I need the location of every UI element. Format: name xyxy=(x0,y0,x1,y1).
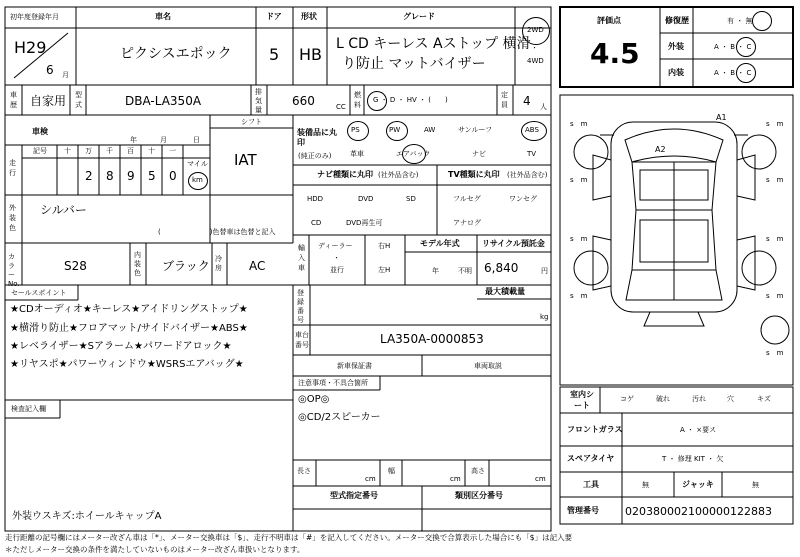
grade-line2: り防止 マットバイザー xyxy=(342,56,486,72)
car-name-label: 車名 xyxy=(155,12,171,21)
tv-oneseg: ワンセグ xyxy=(509,195,537,203)
side-mark-bl: s m xyxy=(570,292,588,300)
tools-value: 無 xyxy=(642,481,649,489)
door-value: 5 xyxy=(269,45,280,64)
width-unit: cm xyxy=(450,475,461,483)
color-no-value: S28 xyxy=(64,259,87,273)
door-label: ドア xyxy=(266,12,282,21)
model-year-label: モデル年式 xyxy=(420,239,460,248)
inspection-day-unit: 日 xyxy=(193,136,200,144)
tv-fullseg: フルセグ xyxy=(453,195,481,203)
footer-line-1: 走行距離の記号欄にはメーター改ざん車は「*」、メーター交換車は「$」、走行不明車は「#」を記入してください。メーター交換で合算表示した場合にも「$」は記入要 xyxy=(5,533,573,542)
mileage-digit-3: 8 xyxy=(106,169,114,183)
exterior-label: 外装 xyxy=(668,42,684,51)
mileage-header-0: 記号 xyxy=(33,147,47,155)
shape-value: HB xyxy=(299,45,323,64)
displacement-label: 排気量 xyxy=(255,88,262,114)
notes-label: 注意事項・不具合箇所 xyxy=(298,379,368,387)
repair-options: 有 ・ 無 xyxy=(727,17,753,25)
jack-value: 無 xyxy=(752,481,759,489)
class-number-label: 類別区分番号 xyxy=(455,491,503,500)
equip-abs: ABS xyxy=(525,126,539,134)
mileage-label: 走行 xyxy=(9,159,16,177)
car-diagram xyxy=(574,122,789,344)
ac-value: AC xyxy=(249,259,266,273)
tv-label: TV種類に丸印 xyxy=(448,170,500,179)
shift-value: IAT xyxy=(234,151,257,169)
grade-line1: L CD キーレス Aストップ 横滑 xyxy=(336,36,531,52)
ac-label: 冷房 xyxy=(215,255,222,272)
interior-color-value: ブラック xyxy=(162,259,210,273)
model-year-unit: 年 xyxy=(432,267,439,275)
car-name-value: ピクシスエポック xyxy=(120,46,232,62)
sales-point-0: ★CDオーディオ★キーレス★アイドリングストップ★ xyxy=(10,304,248,315)
management-label: 管理番号 xyxy=(567,506,599,515)
windshield-value: A ・ ×要ス xyxy=(680,426,717,434)
sales-point-1: ★横滑り防止★フロアマット/サイドバイザー★ABS★ xyxy=(10,323,248,334)
interior-options: A ・ B ・ C xyxy=(714,69,752,77)
navi-hdd: HDD xyxy=(307,195,324,203)
score-value: 4.5 xyxy=(590,37,640,70)
interior-color-label: 内装色 xyxy=(134,251,141,277)
import-left-h: 左H xyxy=(378,266,391,274)
drive-2wd: 2WD xyxy=(527,26,544,34)
navi-cd: CD xyxy=(311,219,322,227)
spare-label: スペアタイヤ xyxy=(567,454,615,463)
import-right-h: 右H xyxy=(378,242,391,250)
notes-line-1: ◎CD/2スピーカー xyxy=(298,412,381,423)
tv-label-note: (社外品含む) xyxy=(507,171,548,179)
drive-4wd: 4WD xyxy=(527,57,544,65)
sheet-opt-hole: 穴 xyxy=(727,395,734,403)
sales-point-3: ★リヤスポ★パワーウィンドウ★WSRSエアバッグ★ xyxy=(10,359,244,370)
management-value: 020380002100000122883 xyxy=(625,505,772,518)
repair-label: 修復歴 xyxy=(665,16,689,25)
side-mark-ml: s m xyxy=(570,176,588,184)
side-mark-br: s m xyxy=(766,292,784,300)
interior-label: 内装 xyxy=(668,68,684,77)
model-label: 型式 xyxy=(75,91,82,109)
navi-sd: SD xyxy=(406,195,416,203)
recycle-value: 6,840 xyxy=(484,261,519,275)
windshield-label: フロントガラス xyxy=(567,425,623,434)
color-no-label: カラーNo. xyxy=(8,253,20,288)
equip-ps: PS xyxy=(351,126,360,134)
equip-pw: PW xyxy=(389,126,401,134)
width-label: 幅 xyxy=(388,467,395,475)
fuel-label: 燃料 xyxy=(354,91,361,109)
tv-analog: アナログ xyxy=(453,219,481,227)
length-label: 長さ xyxy=(297,467,311,475)
spare-value: T ・ 修理 KIT ・ 欠 xyxy=(662,455,724,463)
equipment-sublabel: (純正のみ) xyxy=(298,152,332,160)
side-mark-mr: s m xyxy=(766,176,784,184)
displacement-unit: CC xyxy=(336,103,346,111)
interior-sheet-label: 室内シート xyxy=(570,390,594,410)
mileage-digit-2: 2 xyxy=(85,169,93,183)
mileage-digit-5: 5 xyxy=(148,169,156,183)
registration-label: 登録番号 xyxy=(297,289,304,324)
drive-dot: ・ xyxy=(531,44,538,52)
exterior-circle xyxy=(736,37,756,57)
inspector-label: 検査記入欄 xyxy=(11,405,46,413)
model-year-unknown: 不明 xyxy=(458,267,472,275)
mileage-header-3: 千 xyxy=(106,147,113,155)
import-parallel: 並行 xyxy=(330,266,344,274)
manual-label: 車両取説 xyxy=(474,362,502,370)
category-value: 自家用 xyxy=(30,94,67,108)
import-dot: ・ xyxy=(333,254,340,262)
length-unit: cm xyxy=(365,475,376,483)
color-value: シルバー xyxy=(40,203,87,217)
km-label: km xyxy=(192,176,203,184)
repair-circle xyxy=(752,11,772,31)
chassis-value: LA350A-0000853 xyxy=(380,332,484,346)
warranty-label: 新車保証書 xyxy=(337,362,372,370)
side-mark-tl: s m xyxy=(570,120,588,128)
exterior-options: A ・ B ・ C xyxy=(714,43,752,51)
side-mark-tr: s m xyxy=(766,120,784,128)
import-dealer: ディーラー xyxy=(318,242,353,250)
recycle-unit: 円 xyxy=(541,267,548,275)
interior-circle xyxy=(736,63,756,83)
equip-sunroof: サンルーフ xyxy=(458,126,493,134)
mileage-digit-6: 0 xyxy=(169,169,177,183)
mileage-header-4: 百 xyxy=(127,147,134,155)
chassis-label: 車台番号 xyxy=(295,331,309,349)
year-value: H29 xyxy=(14,38,47,57)
sheet-opt-tear: 破れ xyxy=(656,395,670,403)
max-load-label: 最大積載量 xyxy=(485,287,525,296)
score-label: 評価点 xyxy=(597,16,621,25)
type-number-label: 型式指定番号 xyxy=(330,491,378,500)
diagram-mark-a1: A1 xyxy=(716,113,727,122)
equip-leather: 革車 xyxy=(350,150,364,158)
equip-navi: ナビ xyxy=(472,150,486,158)
recycle-label: リサイクル預託金 xyxy=(482,239,545,248)
side-mark-lr: s m xyxy=(766,235,784,243)
notes-line-0: ◎OP◎ xyxy=(298,394,330,405)
footer-line-2: ＊ただしメーター交換の条件を満たしていないものはメーター改ざん車扱いとなります。 xyxy=(5,545,305,554)
mileage-header-5: 十 xyxy=(148,147,155,155)
inspection-label: 車検 xyxy=(32,127,48,136)
navi-dvd: DVD xyxy=(358,195,374,203)
capacity-value: 4 xyxy=(523,94,531,108)
equip-tv: TV xyxy=(527,150,537,158)
shift-label: シフト xyxy=(241,118,262,126)
height-unit: cm xyxy=(535,475,546,483)
color-label: 外装色 xyxy=(9,204,16,232)
navi-label: ナビ種類に丸印 xyxy=(317,170,373,179)
inspector-value: 外装ウスキズ:ホイールキャップA xyxy=(12,511,162,522)
equip-aw: AW xyxy=(424,126,436,134)
mileage-header-1: 十 xyxy=(64,147,71,155)
sheet-opt-burn: コゲ xyxy=(620,395,634,403)
height-label: 高さ xyxy=(471,467,485,475)
navi-label-note: (社外品含む) xyxy=(378,171,419,179)
fuel-options: G ・ D ・ HV ・ ( ) xyxy=(373,96,448,104)
shape-label: 形状 xyxy=(301,12,317,21)
import-label: 輸入車 xyxy=(298,244,305,272)
inspection-year-unit: 年 xyxy=(130,136,137,144)
equip-airbag: エアバック xyxy=(396,150,431,158)
mileage-header-6: 一 xyxy=(169,147,176,155)
model-value: DBA-LA350A xyxy=(125,94,202,108)
month-unit: 月 xyxy=(62,71,69,79)
side-mark-b2: s m xyxy=(766,349,784,357)
side-mark-ll: s m xyxy=(570,235,588,243)
tools-label: 工具 xyxy=(583,480,599,489)
mileage-digit-4: 9 xyxy=(127,169,135,183)
sales-point-2: ★レベライザー★Sアラーム★パワードアロック★ xyxy=(10,341,232,352)
grade-label: グレード xyxy=(403,12,435,21)
sales-points-label: セールスポイント xyxy=(11,289,67,297)
color-note: ( )色替車は色替と記入 xyxy=(158,228,276,236)
jack-label: ジャッキ xyxy=(682,480,714,489)
category-label: 車歴 xyxy=(10,91,17,109)
capacity-unit: 人 xyxy=(540,103,547,111)
capacity-label: 定員 xyxy=(501,91,508,109)
sheet-opt-scratch: キズ xyxy=(757,395,771,403)
mile-label: マイル xyxy=(187,160,208,168)
displacement-value: 660 xyxy=(292,94,315,108)
sheet-opt-dirt: 汚れ xyxy=(692,395,706,403)
equipment-label: 装備品に丸印 xyxy=(297,128,337,147)
month-value: 6 xyxy=(46,63,54,77)
first-reg-label: 初年度登録年月 xyxy=(10,13,59,21)
mileage-header-2: 万 xyxy=(85,147,92,155)
max-load-unit: kg xyxy=(540,313,549,321)
diagram-mark-a2: A2 xyxy=(655,145,666,154)
inspection-month-unit: 月 xyxy=(160,136,167,144)
navi-dvd-play: DVD再生可 xyxy=(346,219,383,227)
